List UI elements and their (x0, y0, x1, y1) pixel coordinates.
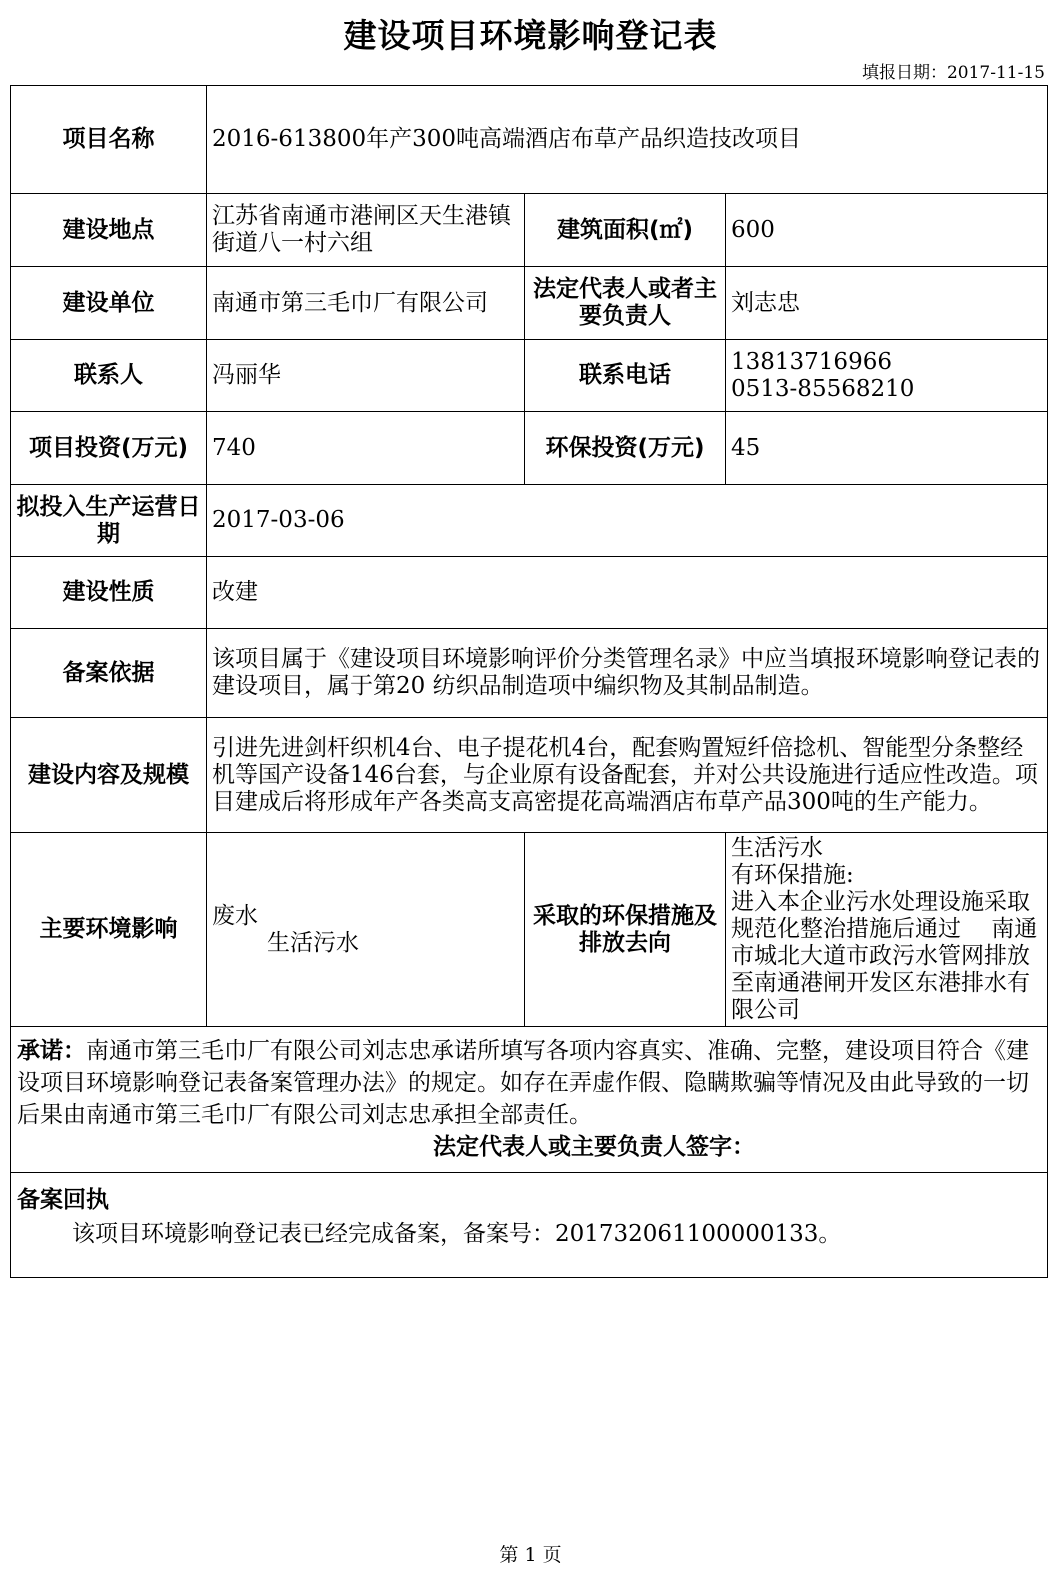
measures-value (726, 833, 1048, 1027)
measures-label: 采取的环保措施及排放去向 (525, 833, 726, 1027)
row-content (11, 718, 1048, 833)
env-investment-label: 环保投资(万元) (525, 412, 726, 485)
row-nature (11, 557, 1048, 629)
impact-item: 生活污水 (267, 929, 359, 956)
phone-label: 联系电话 (525, 340, 726, 412)
impact-category: 废水 (212, 902, 258, 929)
row-start-date (11, 485, 1048, 557)
row-investment (11, 412, 1048, 485)
basis-label: 备案依据 (11, 629, 207, 718)
receipt-section (11, 1173, 1048, 1278)
unit-value: 南通市第三毛巾厂有限公司 (207, 267, 525, 340)
receipt-text: 该项目环境影响登记表已经完成备案，备案号：201732061100000133。 (72, 1221, 842, 1247)
phone-value (726, 340, 1048, 412)
row-project-name (11, 86, 1048, 194)
measures-line-3: 进入本企业污水处理设施采取规范化整治措施后通过 南通市城北大道市政污水管网排放至南通港闸开发区东港排水有限公司 (731, 889, 1038, 1023)
phone-landline: 0513-85568210 (731, 375, 915, 402)
unit-label: 建设单位 (11, 267, 207, 340)
pledge-text: 南通市第三毛巾厂有限公司刘志忠承诺所填写各项内容真实、准确、完整，建设项目符合《建设项目环境影响登记表备案管理办法》的规定。如存在弄虚作假、隐瞒欺骗等情况及由此导致的一切后果由南通市第三毛巾厂有限公司刘志忠承担全部责任。 (17, 1038, 1029, 1128)
form-title: 建设项目环境影响登记表 (343, 16, 718, 55)
contact-label: 联系人 (11, 340, 207, 412)
investment-label: 项目投资(万元) (11, 412, 207, 485)
pledge-signature: 法定代表人或主要负责人签字： (433, 1134, 755, 1160)
nature-value: 改建 (207, 557, 1048, 629)
pledge-head: 承诺： (17, 1038, 86, 1064)
row-receipt (11, 1173, 1048, 1278)
page-number: 第 1 页 (499, 1544, 562, 1566)
row-impact (11, 833, 1048, 1027)
legal-rep-label: 法定代表人或者主要负责人 (525, 267, 726, 340)
project-name-value: 2016-613800年产300吨高端酒店布草产品织造技改项目 (207, 86, 1048, 194)
registration-form-table (10, 85, 1048, 1278)
fill-date: 填报日期：2017-11-15 (861, 63, 1045, 83)
receipt-head: 备案回执 (17, 1187, 109, 1213)
measures-line-1: 生活污水 (731, 835, 823, 861)
row-location (11, 194, 1048, 267)
row-unit (11, 267, 1048, 340)
location-value: 江苏省南通市港闸区天生港镇街道八一村六组 (207, 194, 525, 267)
measures-line-2: 有环保措施: (731, 862, 854, 888)
start-date-value: 2017-03-06 (207, 485, 1048, 557)
contact-value: 冯丽华 (207, 340, 525, 412)
impact-label: 主要环境影响 (11, 833, 207, 1027)
legal-rep-value: 刘志忠 (726, 267, 1048, 340)
env-investment-value: 45 (726, 412, 1048, 485)
project-name-label: 项目名称 (11, 86, 207, 194)
basis-value: 该项目属于《建设项目环境影响评价分类管理名录》中应当填报环境影响登记表的建设项目，属于第20 纺织品制造项中编织物及其制品制造。 (207, 629, 1048, 718)
row-contact (11, 340, 1048, 412)
area-label: 建筑面积(㎡) (525, 194, 726, 267)
area-value: 600 (726, 194, 1048, 267)
content-value: 引进先进剑杆织机4台、电子提花机4台，配套购置短纤倍捻机、智能型分条整经机等国产设备146台套，与企业原有设备配套，并对公共设施进行适应性改造。项目建成后将形成年产各类高支高密提花高端酒店布草产品300吨的生产能力。 (207, 718, 1048, 833)
row-basis (11, 629, 1048, 718)
investment-value: 740 (207, 412, 525, 485)
location-label: 建设地点 (11, 194, 207, 267)
row-pledge (11, 1027, 1048, 1173)
pledge-section (11, 1027, 1048, 1173)
nature-label: 建设性质 (11, 557, 207, 629)
phone-mobile: 13813716966 (731, 348, 892, 375)
content-label: 建设内容及规模 (11, 718, 207, 833)
impact-value (207, 833, 525, 1027)
start-date-label: 拟投入生产运营日期 (11, 485, 207, 557)
